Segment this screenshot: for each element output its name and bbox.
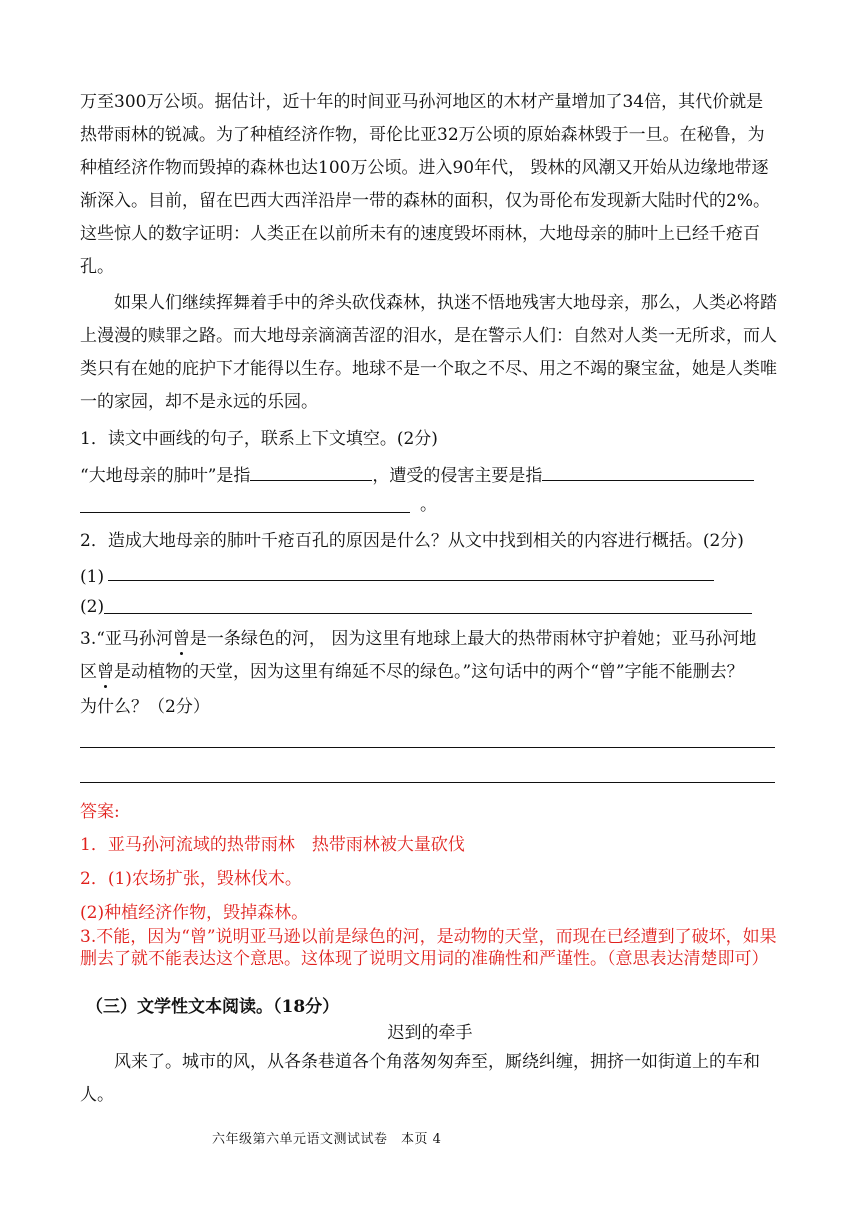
- q3-text: 3.“亚马孙河: [80, 629, 173, 649]
- q3-text: 是动植物的天堂，因为这里有绵延不尽的绿色。”这句话中的两个“曾”字能不能删去？: [114, 662, 744, 682]
- question-3-line-3: 为什么？（2分）: [80, 697, 210, 717]
- q2-answer-line-1[interactable]: [108, 580, 714, 581]
- q2-item-2-label: (2): [80, 597, 105, 617]
- q2-item-1-label: (1): [80, 567, 105, 587]
- page-footer: 六年级第六单元语文测试试卷 本页 4: [212, 1132, 442, 1147]
- q3-emphasis-zeng-2: 曾: [97, 662, 114, 682]
- answer-3: 3.不能，因为“曾”说明亚马逊以前是绿色的河，是动物的天堂，而现在已经遭到了破坏，如果删去了就不能表达这个意思。这体现了说明文用词的准确性和严谨性。（意思表达清楚即可）: [80, 927, 777, 969]
- story-title: 迟到的牵手: [387, 1023, 473, 1043]
- question-1-title: 1．读文中画线的句子，联系上下文填空。(2分): [80, 429, 438, 449]
- story-paragraph-1: 风来了。城市的风，从各条巷道各个角落匆匆奔至，厮绕纠缠，拥挤一如街道上的车和人。: [80, 1052, 760, 1105]
- question-3-line-2: [80, 661, 744, 683]
- q2-answer-line-2[interactable]: [104, 613, 752, 614]
- question-2-title: 2．造成大地母亲的肺叶千疮百孔的原因是什么？从文中找到相关的内容进行概括。(2分): [80, 531, 744, 551]
- q3-text: 是一条绿色的河， 因为这里有地球上最大的热带雨林守护着她；亚马孙河地: [189, 629, 757, 649]
- section-3-heading: （三）文学性文本阅读。（18分）: [86, 997, 340, 1017]
- passage-paragraph-2: 如果人们继续挥舞着手中的斧头砍伐森林，执迷不悟地残害大地母亲，那么，人类必将踏上漫漫的赎罪之路。而大地母亲滴滴苦涩的泪水，是在警示人们：自然对人类一无所求，而人类只有在她的庇护下才能得以生存。地球不是一个取之不尽、用之不竭的聚宝盆，她是人类唯一的家园，却不是永远的乐园。: [80, 293, 777, 412]
- q1-blank-1[interactable]: [250, 462, 372, 481]
- q1-prefix: “大地母亲的肺叶”是指: [80, 466, 251, 486]
- answer-2-item-2: (2)种植经济作物，毁掉森林。: [80, 903, 309, 923]
- q1-middle: ，遭受的侵害主要是指: [372, 466, 543, 486]
- q3-emphasis-zeng-1: 曾: [172, 629, 190, 649]
- answer-1: 1．亚马孙河流域的热带雨林 热带雨林被大量砍伐: [80, 835, 465, 855]
- answer-2-item-1: 2．(1)农场扩张，毁林伐木。: [80, 869, 302, 889]
- answers-label: 答案:: [80, 802, 120, 822]
- question-1-fill: [80, 462, 754, 487]
- q1-blank-2[interactable]: [542, 462, 754, 481]
- q1-blank-3-line[interactable]: [80, 512, 410, 513]
- question-3-line-1: [80, 628, 756, 650]
- q3-answer-line-2[interactable]: [80, 782, 775, 783]
- q3-text: 区: [80, 662, 97, 682]
- q1-end-period: 。: [420, 495, 437, 515]
- q3-answer-line-1[interactable]: [80, 747, 775, 748]
- passage-paragraph-1: 万至300万公顷。据估计，近十年的时间亚马孙河地区的木材产量增加了34倍，其代价就是热带雨林的锐减。为了种植经济作物，哥伦比亚32万公顷的原始森林毁于一旦。在秘鲁，为种植经济作物而毁掉的森林也达100万公顷。进入90年代， 毁林的风潮又开始从边缘地带逐渐深入。目前，留在巴西大西洋沿岸一带的森林的面积，仅为哥伦布发现新大陆时代的2%。这些惊人的数字证明：人类正在以前所未有的速度毁坏雨林，大地母亲的肺叶上已经千疮百孔。: [80, 92, 770, 277]
